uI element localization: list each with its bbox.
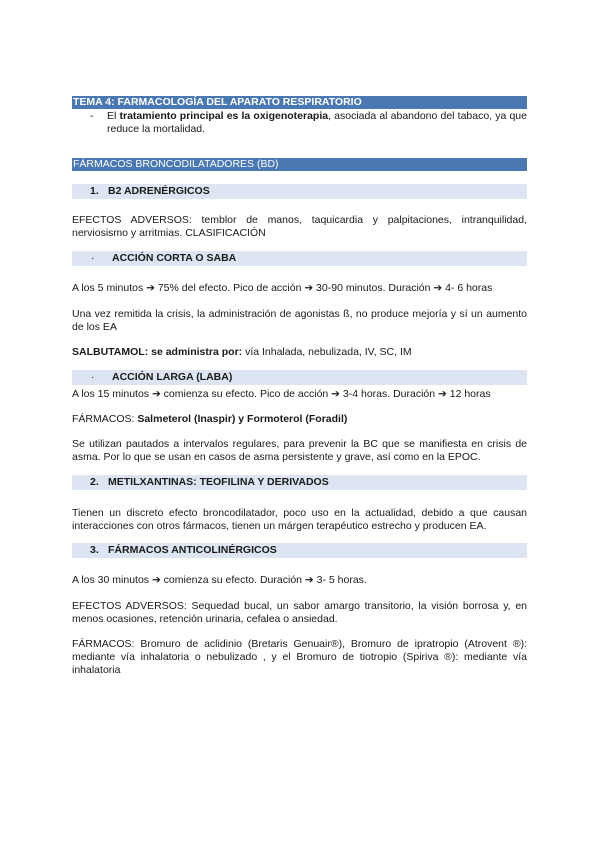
subheading-accion-larga <box>72 370 527 385</box>
saba-crisis-paragraph: Una vez remitida la crisis, la administración de agonistas ß, no produce mejoría y sí un aumento de los EA <box>72 308 527 333</box>
intro-text <box>107 110 527 136</box>
subheading-anticolinergicos <box>72 543 527 558</box>
topic-heading: TEMA 4: FARMACOLOGÍA DEL APARATO RESPIRATORIO <box>72 96 527 109</box>
subheading-label: ACCIÓN CORTA O SABA <box>112 252 237 264</box>
laba-farmacos-bold: Salmeterol (Inaspir) y Formoterol (Foradil) <box>137 413 348 425</box>
intro-text-bold: tratamiento principal es la oxigenoterapia <box>119 110 329 122</box>
anticol-farmacos-paragraph: FÁRMACOS: Bromuro de aclidinio (Bretaris Genuair®), Bromuro de ipratropio (Atrovent ®): mediante vía inhalatoria o nebulizado , y el Bromuro de tiotropio (Spiriva ®): mediante vía inhalatoria <box>72 638 527 676</box>
subheading-bullet: · <box>91 371 95 383</box>
salbutamol-bold: SALBUTAMOL: se administra por: <box>72 346 243 358</box>
laba-timing-paragraph: A los 15 minutos ➔ comienza su efecto. Pico de acción ➔ 3-4 horas. Duración ➔ 12 horas <box>72 388 491 400</box>
salbutamol-rest: vía Inhalada, nebulizada, IV, SC, IM <box>242 346 412 358</box>
subheading-accion-corta <box>72 251 527 266</box>
subheading-bullet: · <box>91 252 95 264</box>
intro-list-item <box>72 110 527 136</box>
subheading-metilxantinas <box>72 475 527 490</box>
subheading-label: FÁRMACOS ANTICOLINÉRGICOS <box>108 544 277 556</box>
intro-text-prefix: El <box>107 110 120 122</box>
saba-timing-paragraph: A los 5 minutos ➔ 75% del efecto. Pico de acción ➔ 30-90 minutos. Duración ➔ 4- 6 horas <box>72 282 493 294</box>
subheading-number: 3. <box>90 544 99 556</box>
laba-uso-paragraph: Se utilizan pautados a intervalos regulares, para prevenir la BC que se manifiesta en crisis de asma. Por lo que se usan en casos de asma persistente y grave, así como en la EPOC. <box>72 438 527 463</box>
subheading-label: ACCIÓN LARGA (LABA) <box>112 371 233 383</box>
anticol-timing-paragraph: A los 30 minutos ➔ comienza su efecto. Duración ➔ 3- 5 horas. <box>72 574 367 586</box>
laba-farmacos-paragraph <box>72 413 527 426</box>
laba-farmacos-prefix: FÁRMACOS: <box>72 413 138 425</box>
metilxantinas-paragraph: Tienen un discreto efecto broncodilatador, poco uso en la actualidad, debido a que causan interacciones con otros fármacos, tienen un márgen terapéutico estrecho y producen EA. <box>72 507 527 532</box>
subheading-label: B2 ADRENÉRGICOS <box>108 185 210 197</box>
subheading-b2-adrenergicos <box>72 184 527 199</box>
salbutamol-paragraph <box>72 346 527 359</box>
list-dash: - <box>90 110 94 122</box>
intro-text-suffix: , asociada al abandono del tabaco, ya que reduce la mortalidad. <box>107 110 527 135</box>
subheading-label: METILXANTINAS: TEOFILINA Y DERIVADOS <box>108 476 329 488</box>
anticol-efectos-paragraph: EFECTOS ADVERSOS: Sequedad bucal, un sabor amargo transitorio, la visión borrosa y, en menos ocasiones, retención urinaria, cefalea o ansiedad. <box>72 600 527 625</box>
subheading-number: 2. <box>90 476 99 488</box>
section-heading-bd: FÁRMACOS BRONCODILATADORES (BD) <box>72 158 527 171</box>
efectos-b2-paragraph: EFECTOS ADVERSOS: temblor de manos, taquicardia y palpitaciones, intranquilidad, nerviosismo y arritmias. CLASIFICACIÓN <box>72 214 527 239</box>
subheading-number: 1. <box>90 185 99 197</box>
